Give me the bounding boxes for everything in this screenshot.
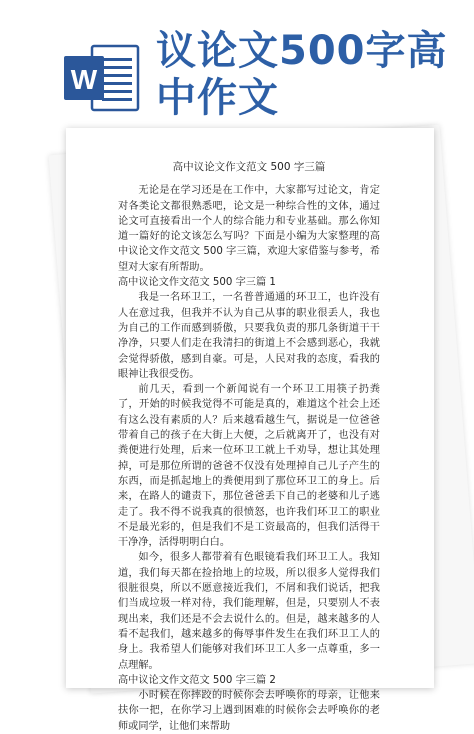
- word-icon-line: [102, 58, 132, 61]
- section-heading-2: 高中议论文作文范文 500 字三篇 2: [118, 674, 276, 686]
- word-icon-line: [102, 74, 132, 77]
- word-icon-line: [102, 98, 132, 101]
- banner-title: 议论文500字高中作文: [156, 28, 448, 121]
- word-icon-letter: W: [70, 64, 98, 95]
- word-doc-icon: [62, 44, 140, 112]
- paragraph: 小时候在你摔跤的时候你会去呼唤你的母亲，让他来扶你一把，在你学习上遇到困难的时候你会去呼唤你的老师或同学，让他们来帮助: [118, 690, 380, 732]
- paragraph: 前几天，看到一个新闻说有一个环卫工用筷子扔粪了，开始的时候我觉得不可能是真的，难道这个社会上还有这么没有素质的人？后来越看越生气，据说是一位爸爸带着自己的孩子在大街上大便，之后就离开了，也没有对粪便进行处理，后来一位环卫工就上千劝导，想让其处理掉，可是那位所谓的爸爸不仅没有处理掉自己儿子产生的东西，而是抓起地上的粪便用到了那位环卫工的身上。后来，在路人的谴责下，那位爸爸丢下自己的老婆和儿子逃走了。我不得不说我真的很愤怒，也许我们环卫工的职业不是最光彩的，但是我们不是工资最高的，但我们活得干干净净，活得明明白白。: [118, 384, 380, 549]
- word-icon-line: [102, 90, 132, 93]
- document-body: [118, 160, 380, 734]
- word-icon-line: [102, 66, 132, 69]
- paragraph: 我是一名环卫工，一名普普通通的环卫工，也许没有人在意过我，但我并不认为自己从事的职业很丢人，我也为自己的工作而感到骄傲，只要我负责的那几条街道干干净净，只要人们走在我清扫的街道上不会感到恶心，我就会觉得骄傲，感到自豪。可是，人民对我的态度，看我的眼神让我很受伤。: [118, 292, 380, 380]
- intro-paragraph: 无论是在学习还是在工作中，大家都写过论文，肯定对各类论文都很熟悉吧，论文是一种综合性的文体，通过论文可直接看出一个人的综合能力和专业基础。那么你知道一篇好的论文该怎么写吗？下面是小编为大家整理的高中议论文作文范文 500 字三篇，欢迎大家借鉴与参考，希望对大家有所帮助。: [118, 185, 380, 273]
- document-title: 高中议论文作文范文 500 字三篇: [172, 161, 326, 173]
- paragraph: 如今，很多人都带着有色眼镜看我们环卫工人。我知道，我们每天都在捡拾地上的垃圾，所以很多人觉得我们很脏很臭，所以不愿意接近我们，不屑和我们说话，把我们当成垃圾一样对待，我们能理解，但是，只要别人不表现出来，我们还是不会去说什么的。但是，越来越多的人看不起我们，越来越多的侮辱事件发生在我们环卫工人的身上。我希望人们能够对我们环卫工人多一点尊重，多一点理解。: [118, 552, 380, 671]
- section-heading-1: 高中议论文作文范文 500 字三篇 1: [118, 277, 276, 289]
- word-icon-line: [102, 82, 132, 85]
